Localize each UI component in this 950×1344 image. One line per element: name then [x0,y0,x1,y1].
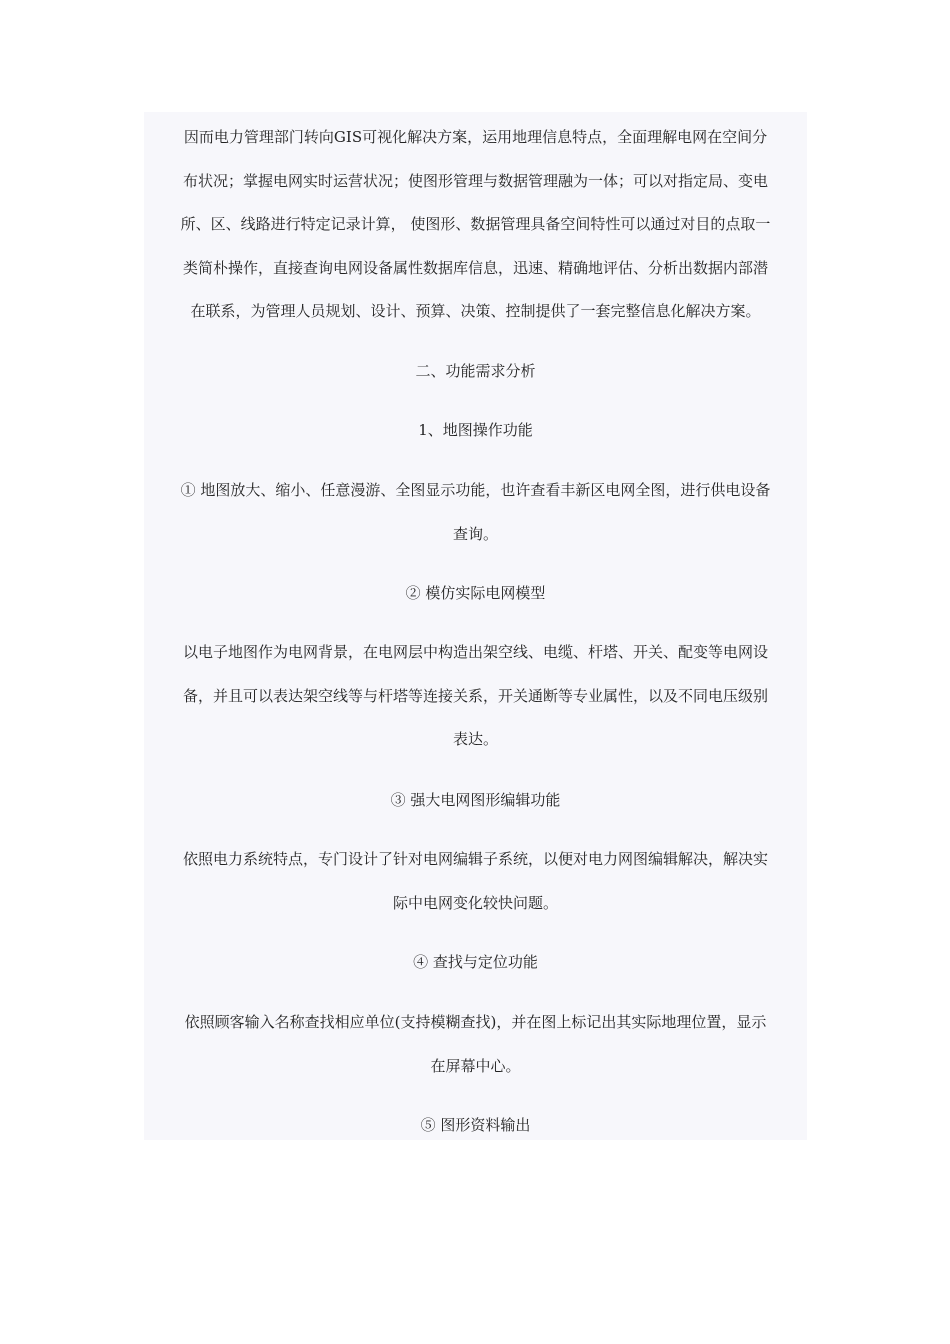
section-heading: 二、功能需求分析 [415,362,536,380]
item2-paragraph [144,631,807,762]
text-line: 备，并且可以表达架空线等与杆塔等连接关系，开关通断等专业属性，以及不同电压级别 [182,686,768,705]
item2-heading: ② 模仿实际电网模型 [405,584,546,602]
text-line: 所、区、线路进行特定记录计算， 使图形、数据管理具备空间特性可以通过对目的点取一 [180,215,771,233]
text-line: 查询。 [452,524,498,543]
text-line: 在联系，为管理人员规划、设计、预算、决策、控制提供了一套完整信息化解决方案。 [190,302,761,320]
document-body [144,112,807,1140]
item1-paragraph [144,469,807,556]
text-line: 因而电力管理部门转向GIS可视化解决方案，运用地理信息特点，全面理解电网在空间分 [183,128,768,146]
item4-heading: ④ 查找与定位功能 [413,953,538,971]
text-line: 依照顾客输入名称查找相应单位(支持模糊查找)，并在图上标记出其实际地理位置，显示 [184,1013,767,1031]
text-line: 表达。 [452,730,498,748]
intro-paragraph [144,116,807,334]
item3-paragraph [144,838,807,925]
text-line: ① 地图放大、缩小、任意漫游、全图显示功能，也许查看丰新区电网全图，进行供电设备 [180,481,771,499]
text-line: 在屏幕中心。 [430,1056,521,1075]
subsection-heading: 1、地图操作功能 [418,421,533,439]
item3-heading: ③ 强大电网图形编辑功能 [390,791,561,809]
text-line: 依照电力系统特点，专门设计了针对电网编辑子系统，以便对电力网图编辑解决，解决实 [182,850,768,868]
text-line: 布状况；掌握电网实时运营状况；使图形管理与数据管理融为一体；可以对指定局、变电 [182,171,768,190]
item4-paragraph [144,1001,807,1088]
text-line: 际中电网变化较快问题。 [392,893,558,912]
item5-heading: ⑤ 图形资料输出 [420,1116,531,1134]
text-line: 以电子地图作为电网背景，在电网层中构造出架空线、电缆、杆塔、开关、配变等电网设 [182,643,768,661]
text-line: 类简朴操作，直接查询电网设备属性数据库信息，迅速、精确地评估、分析出数据内部潜 [182,258,768,277]
